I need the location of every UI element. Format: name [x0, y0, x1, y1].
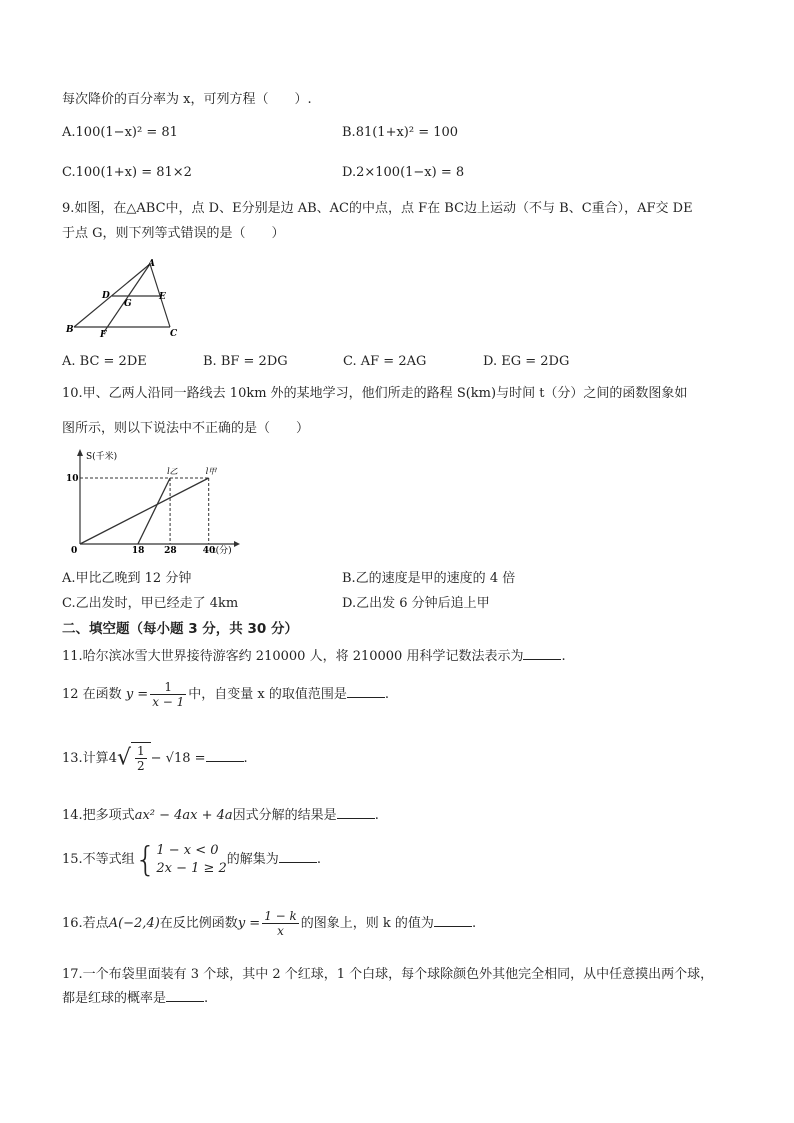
q9-line2: 于点 G，则下列等式错误的是（ ）: [62, 226, 285, 241]
q17-line1: 17.一个布袋里面装有 3 个球，其中 2 个红球，1 个白球，每个球除颜色外其他完全相同，从中任意摸出两个球，: [62, 967, 714, 982]
triangle-figure: [62, 256, 187, 338]
q9-option-a: A. BC = 2DE: [62, 354, 147, 369]
q14: 14.把多项式ax² − 4ax + 4a因式分解的结果是 .: [62, 808, 379, 823]
q10-option-d: D.乙出发 6 分钟后追上甲: [342, 596, 490, 611]
q15-blank: [279, 850, 317, 863]
series-label-0: l甲: [205, 467, 217, 476]
x-tick-28: 28: [164, 546, 177, 556]
q13-blank: [206, 749, 244, 762]
q10-line1: 10.甲、乙两人沿同一路线去 10km 外的某地学习，他们所走的路程 S(km)与时间 t（分）之间的函数图象如: [62, 386, 688, 401]
label-f: F: [100, 330, 107, 338]
x-axis-label: t(分): [212, 546, 232, 556]
q8-option-d: D.2×100(1−x) = 8: [342, 165, 465, 180]
q12-fraction: $\frac{1}{x - 1}$: [152, 680, 185, 709]
q8-option-a: A.100(1−x)² = 81: [62, 125, 178, 140]
label-g: G: [124, 299, 132, 309]
q9-option-d: D. EG = 2DG: [483, 354, 570, 369]
y-tick-10: 10: [66, 474, 79, 484]
q17-line2: 都是红球的概率是 .: [62, 991, 209, 1006]
q16: 16.若点A(−2,4)在反比例函数y = $\frac{1 - k}{x}$ 的图象上，则 k 的值为 .: [62, 909, 477, 938]
q12: 12 在函数 y = $\frac{1}{x - 1}$ 中，自变量 x 的取值范围是 .: [62, 680, 390, 709]
q9-option-b: B. BF = 2DG: [203, 354, 288, 369]
series-line-0: [80, 478, 209, 544]
q8-option-a-eq: 100(1−x)² = 81: [75, 125, 178, 140]
x-tick-0: 0: [71, 546, 78, 556]
q16-blank: [434, 914, 472, 927]
q11-blank: [523, 647, 561, 660]
q8-option-b: B.81(1+x)² = 100: [342, 125, 459, 140]
q9-option-c: C. AF = 2AG: [343, 354, 427, 369]
series-line-1: [138, 478, 170, 544]
y-axis-arrow: [77, 449, 83, 456]
x-tick-18: 18: [131, 546, 145, 556]
distance-time-chart: [62, 446, 242, 561]
q8-option-c: C.100(1+x) = 81×2: [62, 165, 192, 180]
q11: 11.哈尔滨冰雪大世界接待游客约 210000 人，将 210000 用科学记数法表示为 .: [62, 649, 566, 664]
label-c: C: [170, 329, 178, 338]
q13: 13.计算4√ $\frac{1}{2}$ − √18 = .: [62, 744, 248, 773]
section-fill-in-heading: 二、填空题（每小题 3 分，共 30 分）: [62, 621, 298, 637]
q13-sqrt: √ $\frac{1}{2}$: [117, 742, 151, 775]
q8-option-b-eq: 81(1+x)² = 100: [355, 125, 459, 140]
q16-fraction: $\frac{1 - k}{x}$: [264, 909, 297, 938]
q15: 15.不等式组{ 1 − x < 0 2x − 1 ≥ 2 的解集为 .: [62, 839, 321, 880]
q8-tail: 每次降价的百分率为 x，可列方程（ ）.: [62, 92, 312, 107]
y-axis-label: S(千米): [86, 452, 118, 462]
q10-option-b: B.乙的速度是甲的速度的 4 倍: [342, 571, 516, 586]
x-axis-arrow: [234, 541, 240, 547]
label-b: B: [66, 325, 74, 335]
q10-line2: 图所示，则以下说法中不正确的是（ ）: [62, 421, 310, 436]
q9-line1: 9.如图，在△ABC中，点 D、E分别是边 AB、AC的中点，点 F在 BC边上运动（不与 B、C重合），AF交 DE: [62, 201, 693, 216]
q17-blank: [166, 989, 204, 1002]
x-tick-40: 40: [202, 546, 216, 556]
label-e: E: [159, 292, 166, 302]
series-label-1: l乙: [167, 467, 178, 476]
q12-blank: [347, 685, 385, 698]
q14-blank: [337, 806, 375, 819]
label-a: A: [148, 259, 155, 269]
q10-option-c: C.乙出发时，甲已经走了 4km: [62, 596, 239, 611]
q10-option-a: A.甲比乙晚到 12 分钟: [62, 571, 192, 586]
q8-option-c-eq: 100(1+x) = 81×2: [75, 165, 192, 180]
label-d: D: [102, 291, 110, 301]
q8-option-d-eq: 2×100(1−x) = 8: [356, 165, 465, 180]
